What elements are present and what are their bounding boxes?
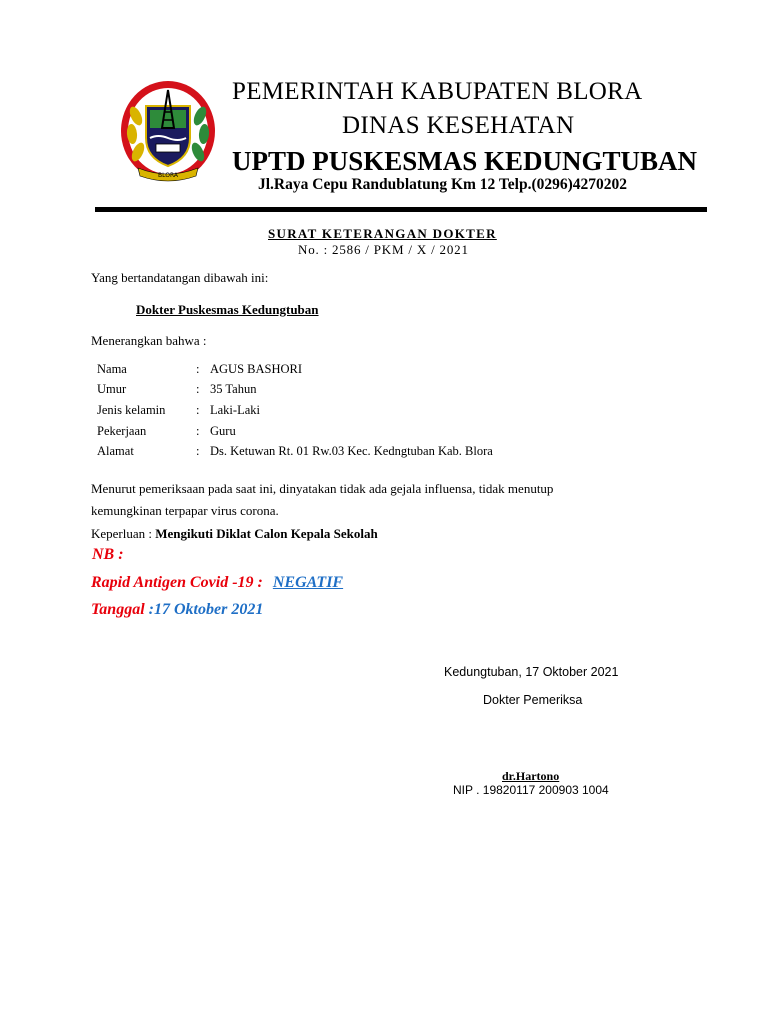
patient-value: Laki-Laki xyxy=(210,403,260,417)
place-and-date: Kedungtuban, 17 Oktober 2021 xyxy=(444,665,619,679)
colon: : xyxy=(196,362,200,376)
rapid-test-result: NEGATIF xyxy=(272,574,344,591)
svg-text:BLORA: BLORA xyxy=(158,172,178,179)
nb-label: NB : xyxy=(92,546,124,563)
document-title: SURAT KETERANGAN DOKTER xyxy=(268,226,497,241)
purpose-value: Mengikuti Diklat Calon Kepala Sekolah xyxy=(155,526,378,541)
patient-label: Nama xyxy=(97,362,127,376)
doctor-nip: NIP . 19820117 200903 1004 xyxy=(453,783,609,797)
colon: : xyxy=(196,382,200,396)
test-date-label: Tanggal xyxy=(91,601,145,618)
examiner-role: Dokter Pemeriksa xyxy=(483,693,583,707)
test-date-line xyxy=(91,601,263,619)
intro-text: Yang bertandatangan dibawah ini: xyxy=(91,270,269,285)
exam-statement-line2: kemungkinan terpapar virus corona. xyxy=(91,503,279,518)
letterhead-government: PEMERINTAH KABUPATEN BLORA xyxy=(232,78,643,105)
patient-label: Alamat xyxy=(97,444,134,458)
colon: : xyxy=(196,424,200,438)
patient-label: Pekerjaan xyxy=(97,424,147,438)
patient-label: Umur xyxy=(97,382,127,396)
patient-label: Jenis kelamin xyxy=(97,403,166,417)
patient-value: Guru xyxy=(210,424,236,438)
rapid-test-line xyxy=(91,574,343,592)
letterhead-divider xyxy=(95,207,707,212)
patient-value: 35 Tahun xyxy=(210,382,257,396)
colon: : xyxy=(196,444,200,458)
patient-value: Ds. Ketuwan Rt. 01 Rw.03 Kec. Kedngtuban Kab. Blora xyxy=(210,444,493,458)
letterhead-department: DINAS KESEHATAN xyxy=(342,112,575,139)
letterhead-address: Jl.Raya Cepu Randublatung Km 12 Telp.(0296)4270202 xyxy=(258,176,628,193)
patient-value: AGUS BASHORI xyxy=(210,362,303,376)
exam-statement-line1: Menurut pemeriksaan pada saat ini, dinyatakan tidak ada gejala influensa, tidak menutup xyxy=(91,481,554,496)
declares-text: Menerangkan bahwa : xyxy=(91,333,207,348)
doctor-name: dr.Hartono xyxy=(502,769,560,783)
purpose-line xyxy=(91,526,378,542)
blora-regency-emblem-logo xyxy=(118,76,218,186)
rapid-test-label: Rapid Antigen Covid -19 : xyxy=(91,574,263,591)
letterhead-institution: UPTD PUSKESMAS KEDUNGTUBAN xyxy=(232,146,698,176)
purpose-label: Keperluan : xyxy=(91,526,156,541)
document-number: No. : 2586 / PKM / X / 2021 xyxy=(298,242,469,257)
test-date-value: :17 Oktober 2021 xyxy=(144,601,264,618)
signer-title: Dokter Puskesmas Kedungtuban xyxy=(136,302,319,317)
colon: : xyxy=(196,403,200,417)
